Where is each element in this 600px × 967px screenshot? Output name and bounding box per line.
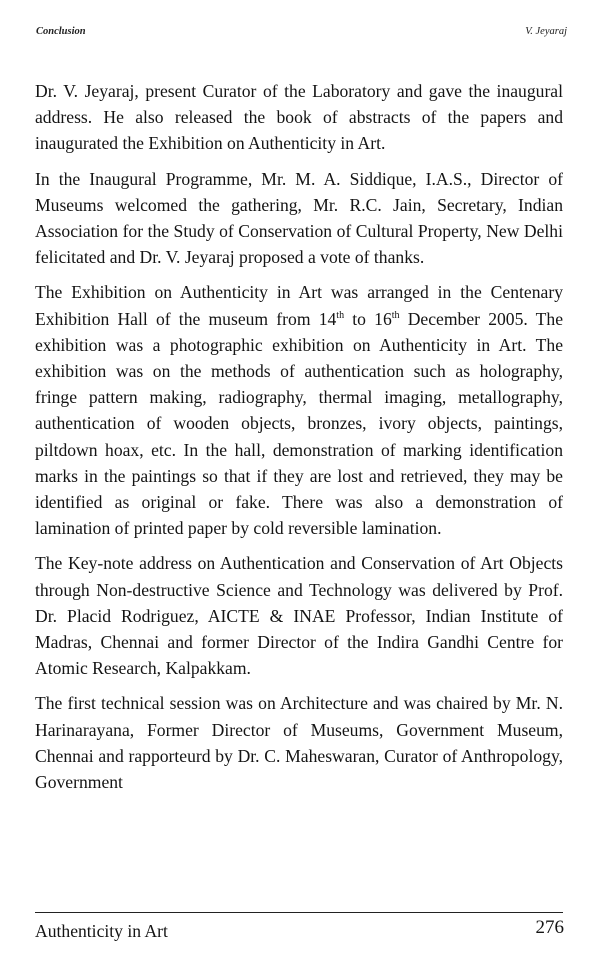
paragraph-keynote-address: The Key-note address on Authentication and Conservation of Art Objects through Non-destructive Science and Technology was delivered by Prof. Dr. Placid Rodriguez, AICTE & INAE Professor, Indian Institute of Madras, Chennai and former Director of the Indira Gandhi Centre for Atomic Research, Kalpakkam. — [35, 553, 563, 679]
page-number: 276 — [535, 917, 564, 938]
header-author-name: V. Jeyaraj — [525, 26, 567, 37]
running-header — [36, 26, 567, 42]
exhibition-text-part1: The Exhibition on Authenticity in Art was arranged in the Centenary Exhibition Hall of the museum from 14 — [35, 282, 563, 329]
paragraph-first-technical-session: The first technical session was on Architecture and was chaired by Mr. N. Harinarayana, Former Director of Museums, Government Museum, Chennai and rapporteurd by Dr. C. Maheswaran, Curator of Anthropology, Government — [35, 693, 563, 793]
header-chapter-title: Conclusion — [36, 26, 86, 37]
body-text — [35, 78, 563, 804]
ordinal-suffix: th — [336, 309, 345, 321]
ordinal-suffix: th — [391, 309, 400, 321]
exhibition-text-part3: December 2005. The exhibition was a photographic exhibition on Authenticity in Art. The exhibition was on the methods of authentication such as holography, fringe pattern making, radiography, thermal imaging, metallography, authentication of wooden objects, bronzes, ivory objects, paintings, piltdown hoax, etc. In the hall, demonstration of marking identification marks in the paintings so that if they are lost and retrieved, they may be identified as original or fake. There was also a demonstration of lamination of printed paper by cold reversible lamination. — [35, 308, 564, 539]
footer-divider — [35, 912, 563, 913]
exhibition-text-part2: to 16 — [344, 308, 392, 329]
footer-book-title: Authenticity in Art — [35, 921, 168, 941]
paragraph-inauguration: Dr. V. Jeyaraj, present Curator of the Laboratory and gave the inaugural address. He also released the book of abstracts of the papers and inaugurated the Exhibition on Authenticity in Art. — [35, 81, 563, 154]
paragraph-inaugural-programme: In the Inaugural Programme, Mr. M. A. Siddique, I.A.S., Director of Museums welcomed the gathering, Mr. R.C. Jain, Secretary, Indian Association for the Study of Conservation of Cultural Property, New Delhi felicitated and Dr. V. Jeyaraj proposed a vote of thanks. — [35, 168, 563, 268]
paragraph-exhibition — [35, 279, 563, 541]
